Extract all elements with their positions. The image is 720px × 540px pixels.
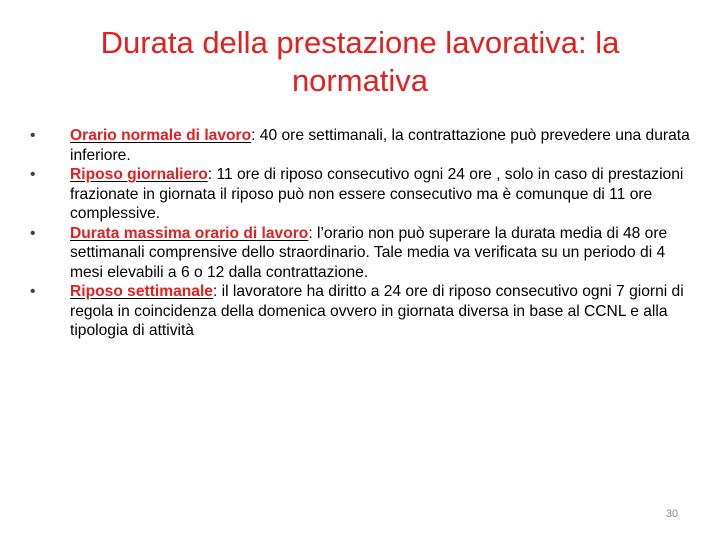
- list-item: [30, 224, 698, 283]
- item-term: Orario normale di lavoro: [70, 127, 252, 144]
- item-separator: :: [308, 224, 313, 242]
- item-text: 11 ore di riposo consecutivo ogni 24 ore , solo in caso di prestazioni frazionate in giornata il riposo può non essere consecutivo ma è comunque di 11 ore complessive.: [70, 166, 684, 222]
- list-item: [30, 126, 698, 165]
- item-term: Riposo settimanale: [70, 283, 213, 300]
- slide-title: Durata della prestazione lavorativa: la normativa: [100, 25, 620, 98]
- item-term: Riposo giornaliero: [70, 166, 208, 183]
- item-text: il lavoratore ha diritto a 24 ore di riposo consecutivo ogni 7 giorni di regola in coincidenza della domenica ovvero in giornata diversa in base al CCNL e alla tipologia di attività: [70, 283, 684, 339]
- item-separator: :: [212, 283, 218, 300]
- item-text: 40 ore settimanali, la contrattazione può prevedere una durata inferiore.: [70, 127, 690, 164]
- bullet-icon: •: [30, 224, 36, 242]
- list-item: [30, 165, 698, 224]
- bullet-icon: •: [30, 166, 36, 183]
- bullet-icon: •: [30, 283, 36, 300]
- item-term: Durata massima orario di lavoro: [70, 224, 309, 242]
- item-separator: :: [251, 127, 256, 144]
- list-item: [30, 282, 698, 341]
- bullet-list: [30, 126, 698, 341]
- item-text: l’orario non può superare la durata media di 48 ore settimanali comprensive dello straordinario. Tale media va verificata su un periodo di 4 mesi elevabili a 6 o 12 dalla contrattazione.: [70, 224, 668, 281]
- item-separator: :: [207, 166, 213, 183]
- page-number: 30: [665, 508, 679, 520]
- bullet-icon: •: [30, 127, 36, 144]
